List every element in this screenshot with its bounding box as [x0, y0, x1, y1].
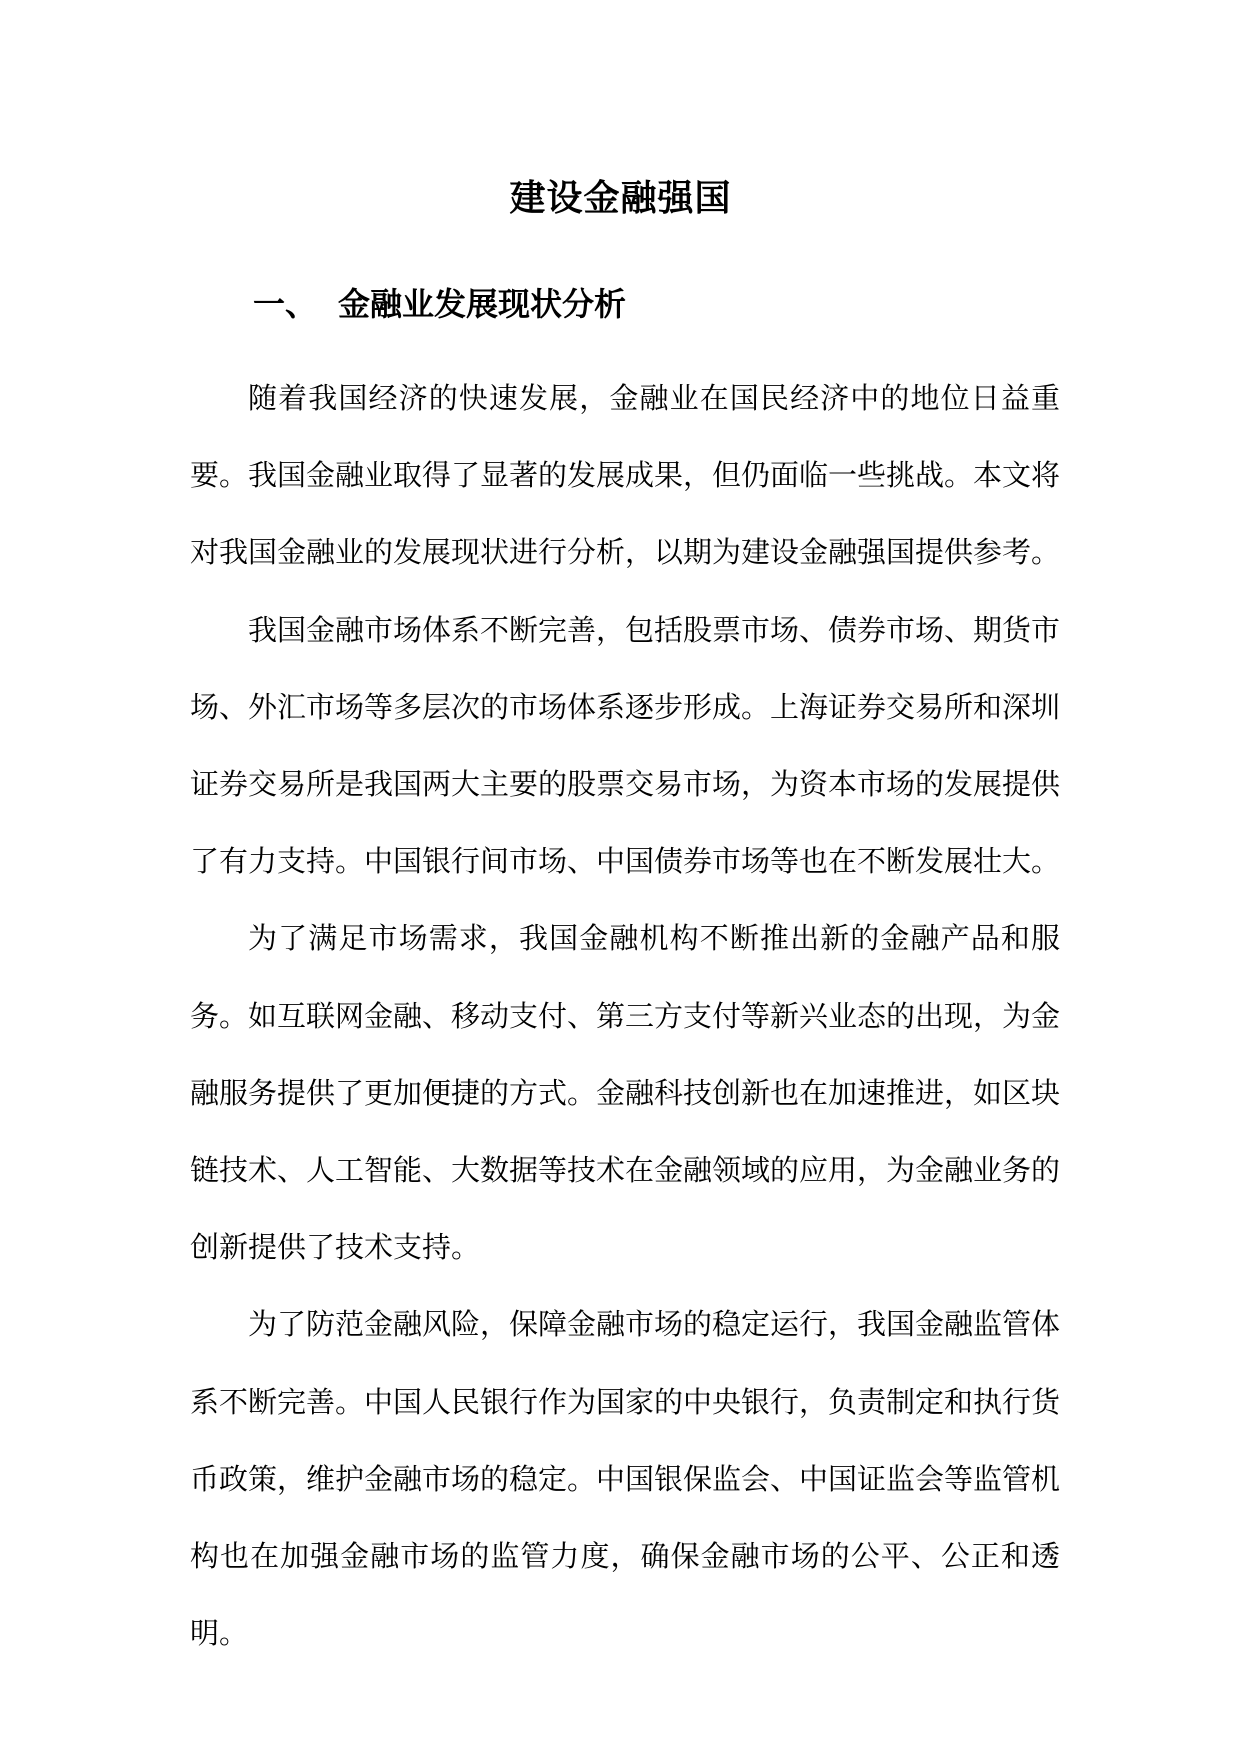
section-number: 一、 [253, 285, 318, 323]
section-title: 金融业发展现状分析 [338, 285, 627, 323]
paragraph: 为了防范金融风险，保障金融市场的稳定运行，我国金融监管体系不断完善。中国人民银行作为国家的中央银行，负责制定和执行货币政策，维护金融市场的稳定。中国银保监会、中国证监会等监管机构也在加强金融市场的监管力度，确保金融市场的公平、公正和透明。 [190, 1307, 1061, 1651]
document-title: 建设金融强国 [509, 177, 732, 220]
paragraph: 随着我国经济的快速发展，金融业在国民经济中的地位日益重要。我国金融业取得了显著的发展成果，但仍面临一些挑战。本文将对我国金融业的发展现状进行分析，以期为建设金融强国提供参考。 [190, 381, 1061, 570]
paragraph: 为了满足市场需求，我国金融机构不断推出新的金融产品和服务。如互联网金融、移动支付、第三方支付等新兴业态的出现，为金融服务提供了更加便捷的方式。金融科技创新也在加速推进，如区块链技术、人工智能、大数据等技术在金融领域的应用，为金融业务的创新提供了技术支持。 [190, 921, 1061, 1265]
document-body [190, 360, 1060, 1672]
section-heading [253, 282, 626, 326]
paragraph: 我国金融市场体系不断完善，包括股票市场、债券市场、期货市场、外汇市场等多层次的市场体系逐步形成。上海证券交易所和深圳证券交易所是我国两大主要的股票交易市场，为资本市场的发展提供了有力支持。中国银行间市场、中国债券市场等也在不断发展壮大。 [190, 612, 1061, 879]
